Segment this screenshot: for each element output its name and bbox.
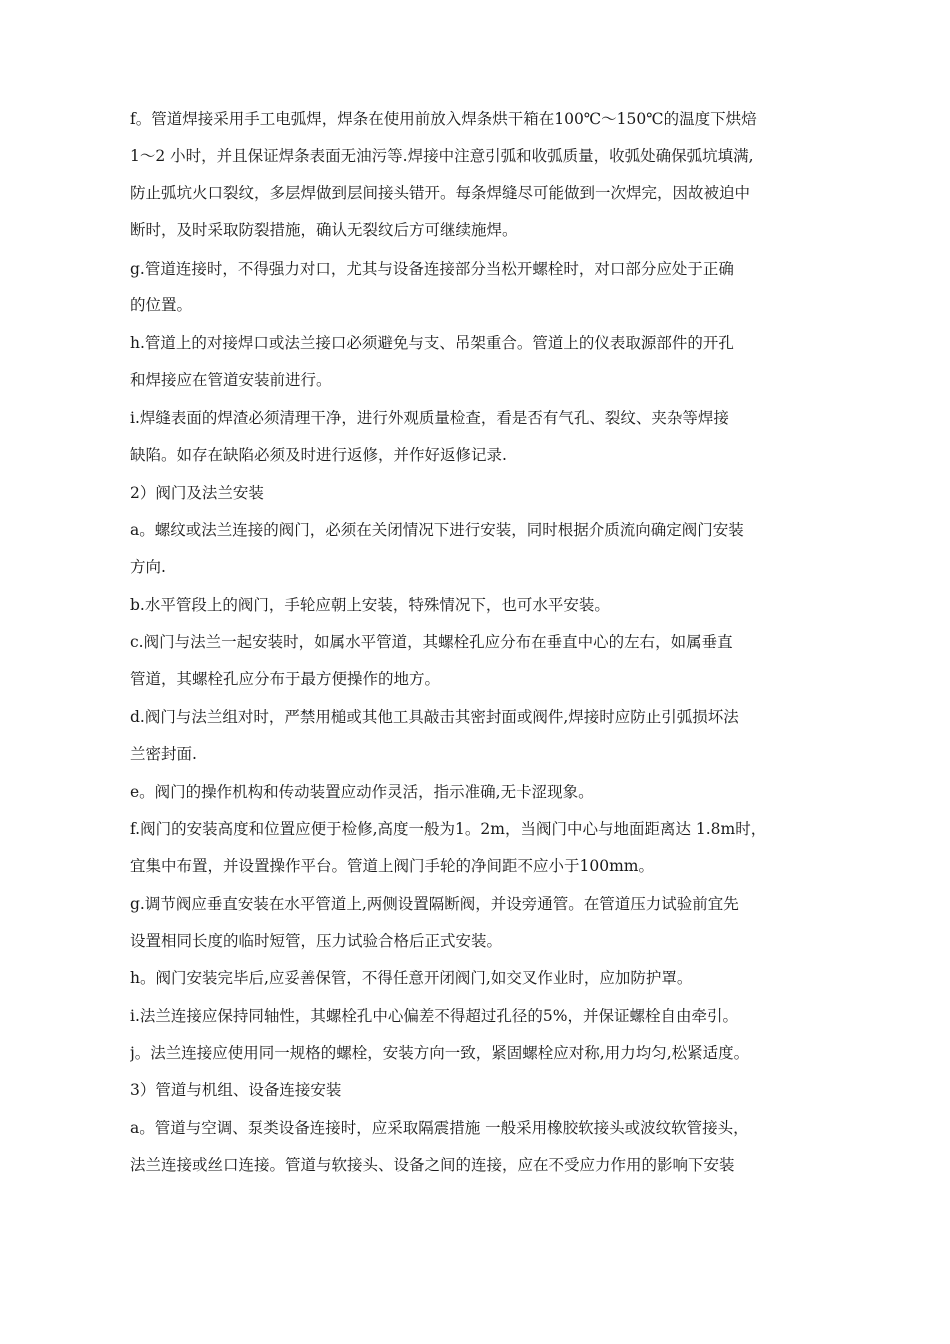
text-line: 缺陷。如存在缺陷必须及时进行返修，并作好返修记录. [130, 446, 507, 464]
text-line: e。阀门的操作机构和传动装置应动作灵活，指示准确,无卡涩现象。 [130, 783, 594, 801]
text-line: g.调节阀应垂直安装在水平管道上,两侧设置隔断阀，并设旁通管。在管道压力试验前宜先 [130, 895, 739, 913]
text-line: b.水平管段上的阀门，手轮应朝上安装，特殊情况下，也可水平安装。 [130, 596, 610, 614]
text-line: 方向. [130, 558, 166, 576]
text-line: 和焊接应在管道安装前进行。 [130, 371, 332, 389]
text-line: c.阀门与法兰一起安装时，如属水平管道，其螺栓孔应分布在垂直中心的左右，如属垂直 [130, 633, 733, 651]
text-line: 断时，及时采取防裂措施，确认无裂纹后方可继续施焊。 [130, 221, 518, 239]
section-heading: 2）阀门及法兰安装 [130, 484, 264, 502]
text-line: a。管道与空调、泵类设备连接时，应采取隔震措施 一般采用橡胶软接头或波纹软管接头， [130, 1119, 749, 1137]
text-line: i.法兰连接应保持同轴性，其螺栓孔中心偏差不得超过孔径的5%，并保证螺栓自由牵引。 [130, 1007, 738, 1025]
text-line: f.阀门的安装高度和位置应便于检修,高度一般为1。2m，当阀门中心与地面距离达 1.8m时， [130, 820, 767, 838]
text-line: 防止弧坑火口裂纹，多层焊做到层间接头错开。每条焊缝尽可能做到一次焊完，因故被迫中 [130, 184, 751, 202]
text-line: a。螺纹或法兰连接的阀门，必须在关闭情况下进行安装，同时根据介质流向确定阀门安装 [130, 521, 744, 539]
text-line: h。阀门安装完毕后,应妥善保管，不得任意开闭阀门,如交叉作业时，应加防护罩。 [130, 969, 693, 987]
section-heading: 3）管道与机组、设备连接安装 [130, 1081, 342, 1099]
text-line: g.管道连接时，不得强力对口，尤其与设备连接部分当松开螺栓时，对口部分应处于正确 [130, 260, 734, 278]
text-line: h.管道上的对接焊口或法兰接口必须避免与支、吊架重合。管道上的仪表取源部件的开孔 [130, 334, 734, 352]
text-line: 管道，其螺栓孔应分布于最方便操作的地方。 [130, 670, 441, 688]
text-line: d.阀门与法兰组对时，严禁用槌或其他工具敲击其密封面或阀件,焊接时应防止引弧损坏法 [130, 708, 739, 726]
text-line: i.焊缝表面的焊渣必须清理干净，进行外观质量检查，看是否有气孔、裂纹、夹杂等焊接 [130, 409, 729, 427]
text-line: 宜集中布置，并设置操作平台。管道上阀门手轮的净间距不应小于100mm。 [130, 857, 654, 875]
text-line: 设置相同长度的临时短管，压力试验合格后正式安装。 [130, 932, 503, 950]
text-line: j。法兰连接应使用同一规格的螺栓，安装方向一致，紧固螺栓应对称,用力均匀,松紧适度。 [130, 1044, 750, 1062]
text-line: 法兰连接或丝口连接。管道与软接头、设备之间的连接，应在不受应力作用的影响下安装 [130, 1156, 735, 1174]
text-line: f。管道焊接采用手工电弧焊，焊条在使用前放入焊条烘干箱在100℃～150℃的温度下烘焙 [130, 110, 757, 128]
text-line: 的位置。 [130, 296, 193, 314]
text-line: 兰密封面. [130, 745, 197, 763]
text-line: 1～2 小时，并且保证焊条表面无油污等.焊接中注意引弧和收弧质量，收弧处确保弧坑填满, [130, 147, 754, 165]
